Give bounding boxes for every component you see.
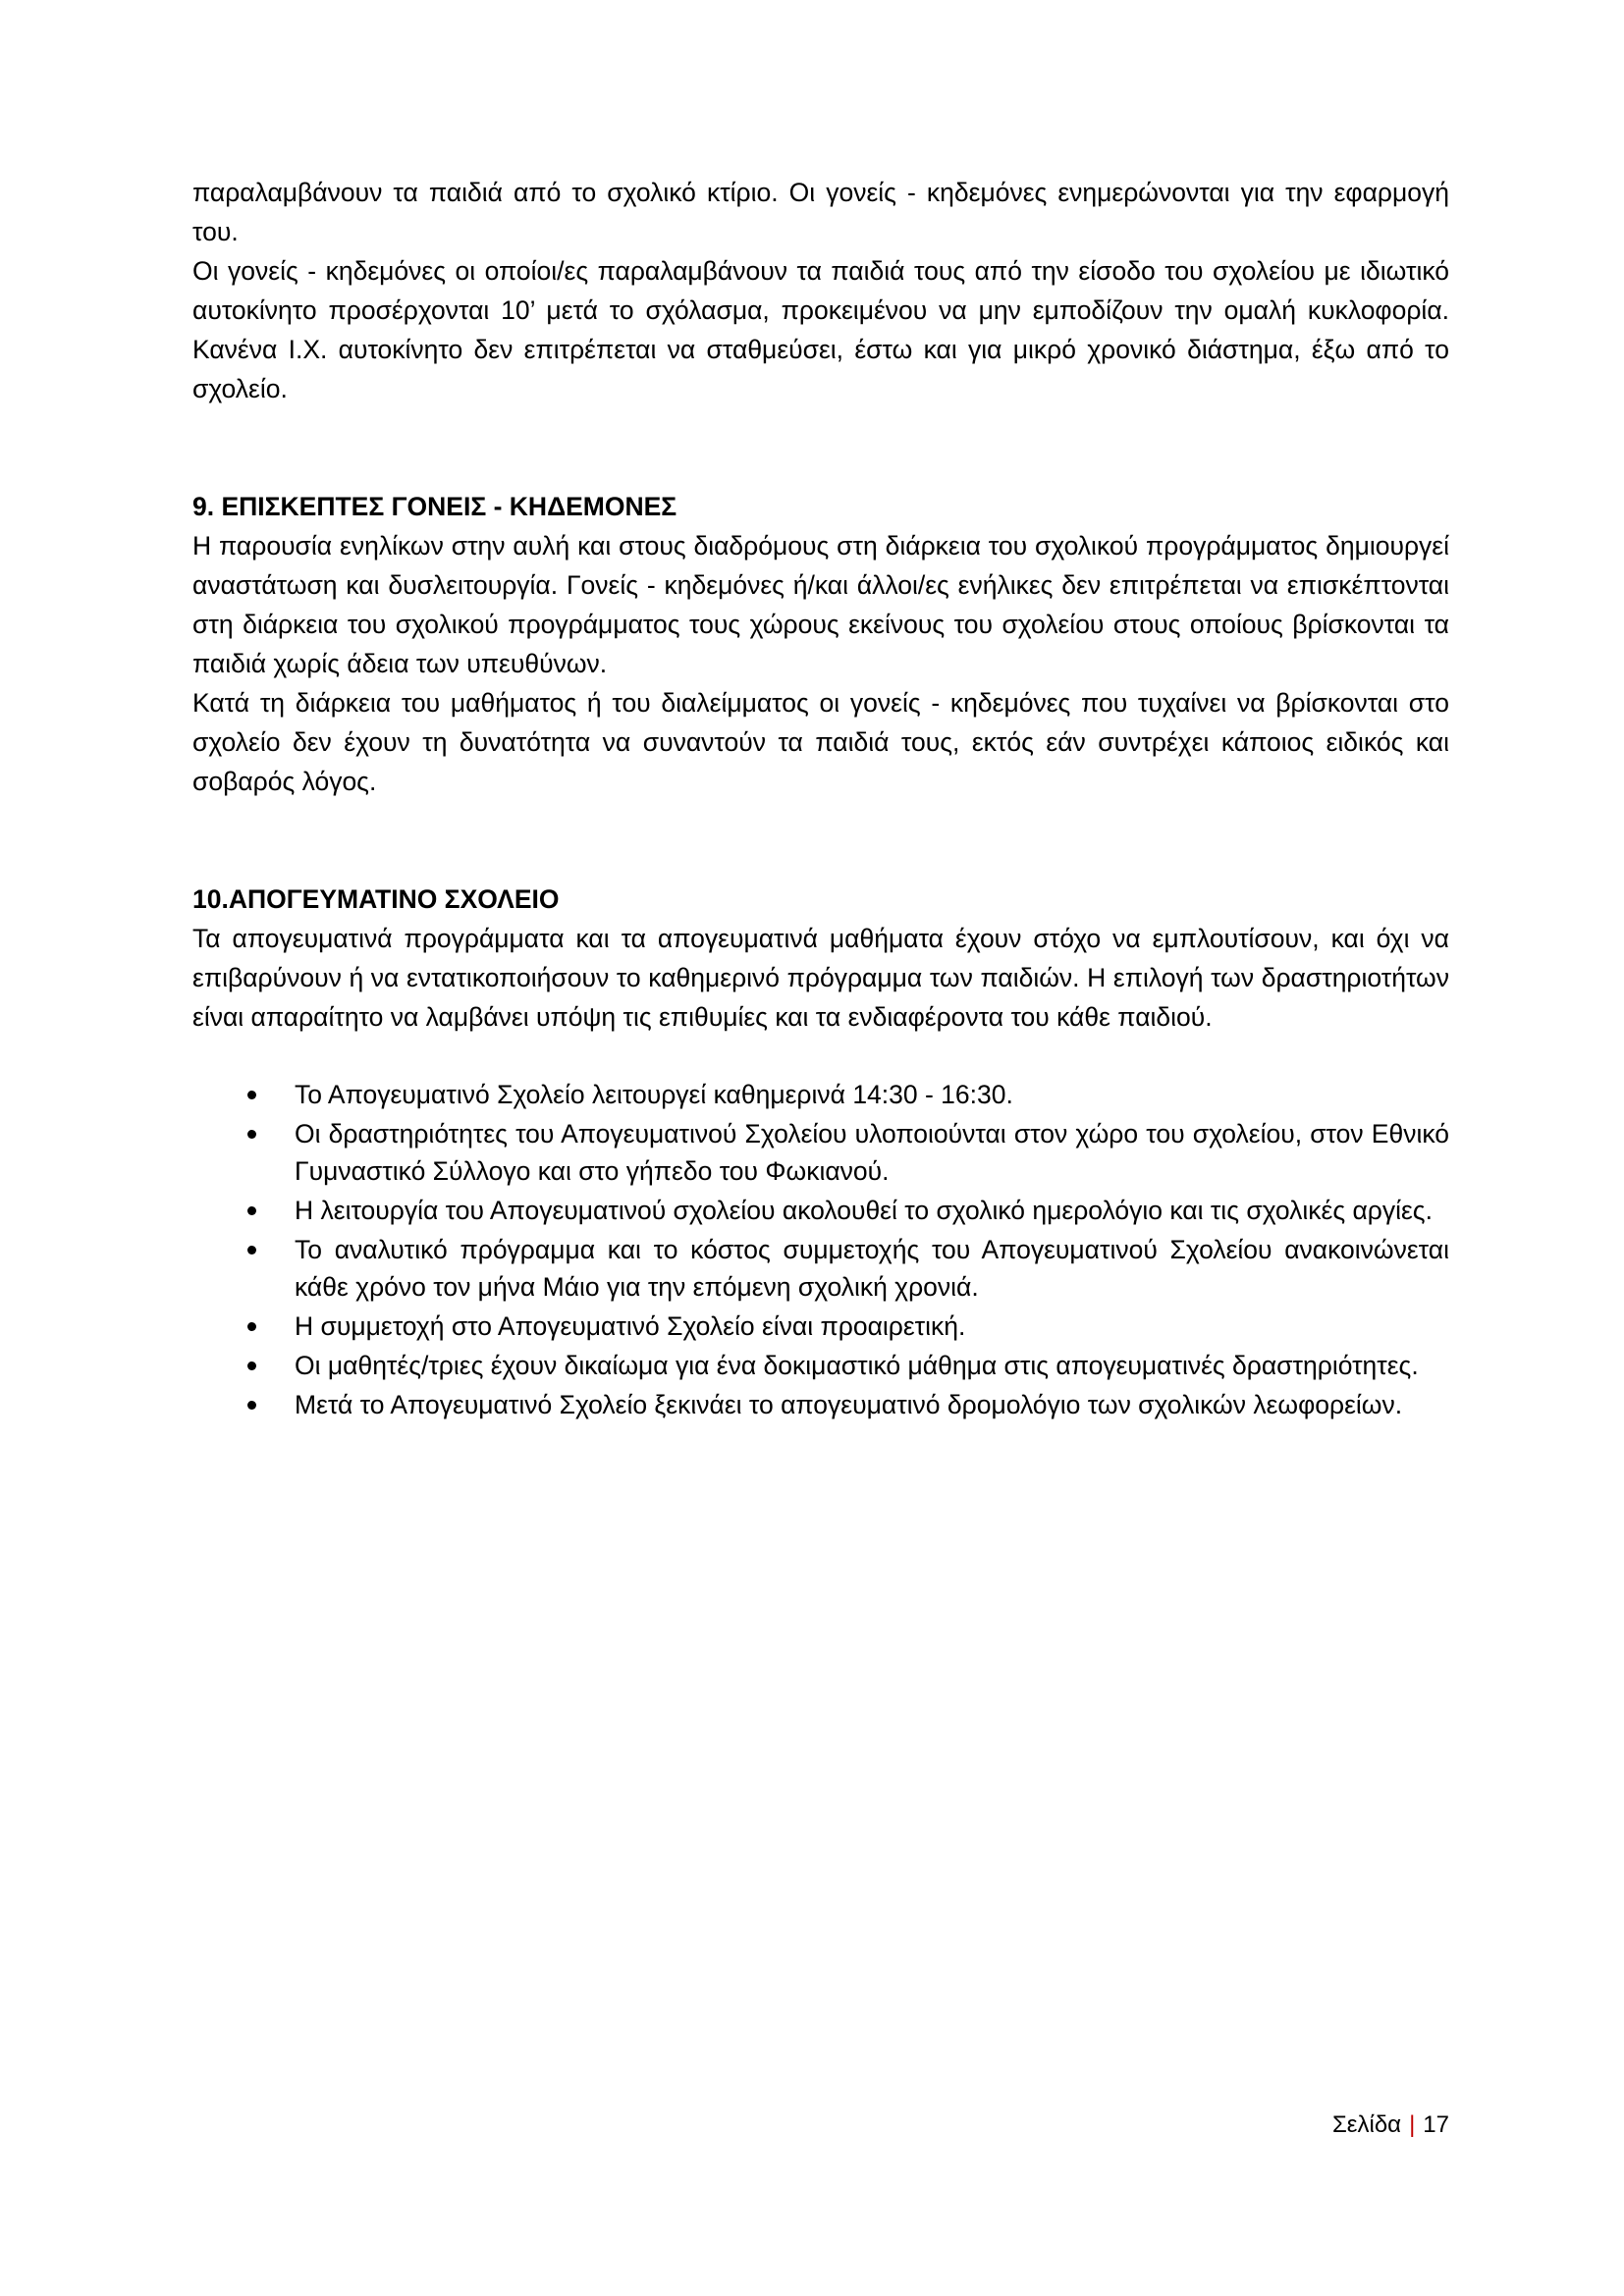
bullet-icon [247, 1130, 256, 1139]
section-9-paragraph-2: Κατά τη διάρκεια του μαθήματος ή του διαλείμματος οι γονείς - κηδεμόνες που τυχαίνει να βρίσκονται στο σχολείο δεν έχουν τη δυνατότητα να συναντούν τα παιδιά τους, εκτός εάν συντρέχει κάποιος ειδικός και σοβαρός λόγος. [192, 688, 1449, 796]
document-page [192, 173, 1449, 1425]
page-number: 17 [1423, 2111, 1449, 2138]
page-label: Σελίδα [1331, 2111, 1402, 2138]
page-footer [1332, 2110, 1449, 2140]
section-spacer [192, 408, 1449, 487]
intro-paragraph-1: παραλαμβάνουν τα παιδιά από το σχολικό κτίριο. Οι γονείς - κηδεμόνες ενημερώνονται για την εφαρμογή του. [192, 178, 1449, 246]
bullet-icon [247, 1362, 256, 1370]
section-9-heading: 9. ΕΠΙΣΚΕΠΤΕΣ ΓΟΝΕΙΣ - ΚΗΔΕΜΟΝΕΣ [192, 492, 677, 521]
bullet-icon [247, 1322, 256, 1331]
list-item [192, 1308, 1449, 1345]
list-item [192, 1192, 1449, 1229]
list-item [192, 1115, 1449, 1190]
list-item [192, 1076, 1449, 1113]
footer-separator: | [1409, 2111, 1416, 2138]
bullet-icon [247, 1206, 256, 1215]
section-10-paragraph-1: Τα απογευματινά προγράμματα και τα απογευματινά μαθήματα έχουν στόχο να εμπλουτίσουν, και όχι να επιβαρύνουν ή να εντατικοποιήσουν το καθημερινό πρόγραμμα των παιδιών. Η επιλογή των δραστηριοτήτων είναι απαραίτητο να λαμβάνει υπόψη τις επιθυμίες και τα ενδιαφέροντα του κάθε παιδιού. [192, 924, 1449, 1032]
list-item-text: Το Απογευματινό Σχολείο λειτουργεί καθημερινά 14:30 - 16:30. [295, 1080, 1013, 1109]
list-item-text: Η λειτουργία του Απογευματινού σχολείου ακολουθεί το σχολικό ημερολόγιο και τις σχολικές αργίες. [295, 1196, 1433, 1225]
list-item [192, 1231, 1449, 1306]
list-item-text: Το αναλυτικό πρόγραμμα και το κόστος συμμετοχής του Απογευματινού Σχολείου ανακοινώνεται κάθε χρόνο τον μήνα Μάιο για την επόμενη σχολική χρονιά. [295, 1235, 1449, 1302]
section-spacer [192, 801, 1449, 880]
list-spacer [192, 1037, 1449, 1076]
section-10-heading: 10.ΑΠΟΓΕΥΜΑΤΙΝΟ ΣΧΟΛΕΙΟ [192, 884, 560, 914]
bullet-icon [247, 1246, 256, 1255]
list-item [192, 1347, 1449, 1384]
list-item-text: Οι μαθητές/τριες έχουν δικαίωμα για ένα δοκιμαστικό μάθημα στις απογευματινές δραστηριότητες. [295, 1351, 1419, 1380]
bullet-icon [247, 1401, 256, 1410]
section-9-paragraph-1: Η παρουσία ενηλίκων στην αυλή και στους διαδρόμους στη διάρκεια του σχολικού προγράμματος δημιουργεί αναστάτωση και δυσλειτουργία. Γονείς - κηδεμόνες ή/και άλλοι/ες ενήλικες δεν επιτρέπεται να επισκέπτονται στη διάρκεια του σχολικού προγράμματος τους χώρους εκείνους του σχολείου στους οποίους βρίσκονται τα παιδιά χωρίς άδεια των υπευθύνων. [192, 531, 1449, 678]
list-item [192, 1386, 1449, 1423]
intro-paragraph-2: Οι γονείς - κηδεμόνες οι οποίοι/ες παραλαμβάνουν τα παιδιά τους από την είσοδο του σχολείου με ιδιωτικό αυτοκίνητο προσέρχονται 10’ μετά το σχόλασμα, προκειμένου να μην εμποδίζουν την ομαλή κυκλοφορία. Κανένα Ι.Χ. αυτοκίνητο δεν επιτρέπεται να σταθμεύσει, έστω και για μικρό χρονικό διάστημα, έξω από το σχολείο. [192, 256, 1449, 403]
list-item-text: Μετά το Απογευματινό Σχολείο ξεκινάει το απογευματινό δρομολόγιο των σχολικών λεωφορείων. [295, 1390, 1403, 1419]
list-item-text: Οι δραστηριότητες του Απογευματινού Σχολείου υλοποιούνται στον χώρο του σχολείου, στον Εθνικό Γυμναστικό Σύλλογο και στο γήπεδο του Φωκιανού. [295, 1119, 1449, 1186]
afternoon-school-bullet-list [192, 1076, 1449, 1423]
list-item-text: Η συμμετοχή στο Απογευματινό Σχολείο είναι προαιρετική. [295, 1311, 966, 1341]
bullet-icon [247, 1091, 256, 1099]
